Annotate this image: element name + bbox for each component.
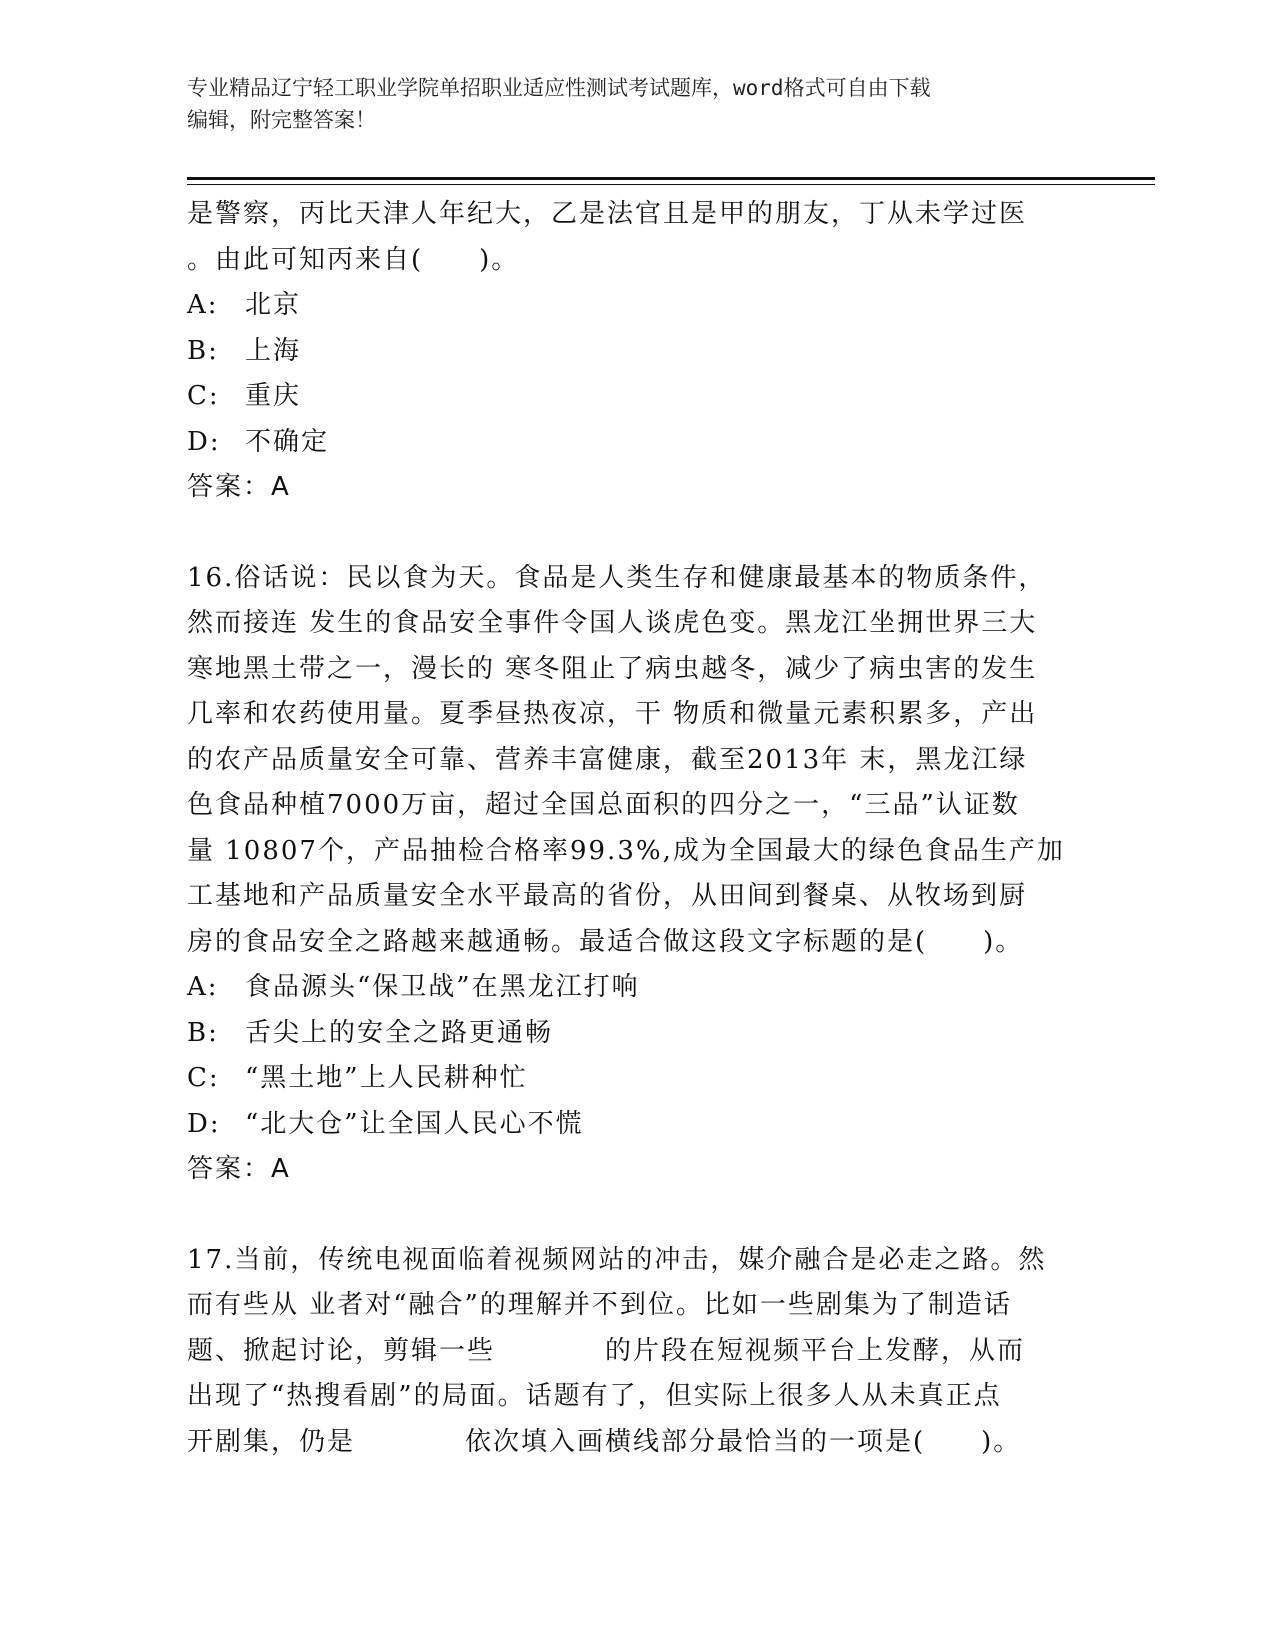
question-text-segment: 的片段在短视频平台上发酵，从而 [605, 1335, 1026, 1366]
option-key: B: [187, 1017, 219, 1048]
answer-label: 答案：A [187, 1154, 291, 1184]
option-c [187, 1056, 1077, 1102]
option-text: 舌尖上的安全之路更通畅 [245, 1017, 554, 1048]
question-text-line [187, 1329, 1077, 1375]
option-key: D: [187, 1108, 221, 1139]
option-d [187, 420, 1077, 466]
option-key: A: [187, 290, 219, 320]
question-15 [187, 192, 1077, 511]
question-text-line: 。由此可知丙来自( )。 [187, 244, 520, 275]
question-text-line: 工基地和产品质量安全水平最高的省份，从田间到餐桌、从牧场到厨 [187, 881, 1028, 911]
option-b [187, 329, 1077, 375]
option-a [187, 283, 1077, 329]
option-key: C: [187, 381, 220, 411]
option-key: D: [187, 426, 221, 457]
question-text-segment: 开剧集，仍是 [187, 1426, 356, 1457]
header-line-2: 编辑，附完整答案！ [187, 108, 376, 132]
question-text-segment: 依次填入画横线部分最恰当的一项是( )。 [465, 1426, 1022, 1457]
option-a [187, 965, 1077, 1011]
header-divider-thin [187, 184, 1155, 185]
option-key: A: [187, 972, 219, 1002]
option-c [187, 374, 1077, 420]
question-text-line: 是警察，丙比天津人年纪大，乙是法官且是甲的朋友，丁从未学过医 [187, 199, 1028, 229]
question-text-line: 16.俗话说：民以食为天。食品是人类生存和健康最基本的物质条件， [187, 562, 1047, 593]
question-text-line: 房的食品安全之路越来越通畅。最适合做这段文字标题的是( )。 [187, 926, 1024, 957]
question-text-line: 出现了“热搜看剧”的局面。话题有了，但实际上很多人从未真正点 [187, 1381, 1002, 1411]
option-key: C: [187, 1063, 220, 1093]
header-divider-thick [187, 177, 1155, 180]
option-key: B: [187, 335, 219, 366]
answer-label: 答案：A [187, 472, 291, 502]
option-text: 北京 [245, 290, 302, 320]
page-content [187, 192, 1077, 1465]
question-text-line [187, 1420, 1077, 1466]
question-16 [187, 556, 1077, 1193]
question-text-line: 寒地黑土带之一，漫长的 寒冬阻止了病虫越冬，减少了病虫害的发生 [187, 653, 1038, 684]
question-text-line: 色食品种植7000万亩，超过全国总面积的四分之一，“三品”认证数 [187, 790, 1020, 820]
spacer [187, 511, 1077, 556]
option-b [187, 1011, 1077, 1057]
option-d [187, 1102, 1077, 1148]
question-17 [187, 1238, 1077, 1466]
question-text-line: 量 10807个，产品抽检合格率99.3%,成为全国最大的绿色食品生产加 [187, 835, 1065, 866]
question-text-line: 17.当前，传统电视面临着视频网站的冲击，媒介融合是必走之路。然 [187, 1244, 1047, 1275]
question-text-line: 而有些从 业者对“融合”的理解并不到位。比如一些剧集为了制造话 [187, 1290, 1012, 1320]
question-text-line: 几率和农药使用量。夏季昼热夜凉，干 物质和微量元素积累多，产出 [187, 699, 1038, 729]
question-text-line: 的农产品质量安全可靠、营养丰富健康，截至2013年 末，黑龙江绿 [187, 744, 1028, 775]
question-text-segment: 题、掀起讨论，剪辑一些 [187, 1335, 496, 1366]
option-text: “黑土地”上人民耕种忙 [245, 1063, 528, 1093]
header-line-1: 专业精品辽宁轻工职业学院单招职业适应性测试考试题库，word格式可自由下载 [187, 76, 931, 100]
question-text-line: 然而接连 发生的食品安全事件令国人谈虎色变。黑龙江坐拥世界三大 [187, 608, 1038, 638]
option-text: 食品源头“保卫战”在黑龙江打响 [245, 972, 640, 1002]
option-text: 上海 [245, 335, 302, 366]
option-text: 不确定 [245, 426, 330, 457]
option-text: 重庆 [245, 381, 302, 411]
option-text: “北大仓”让全国人民心不慌 [245, 1108, 584, 1139]
page-header [187, 72, 1067, 136]
spacer [187, 1193, 1077, 1238]
